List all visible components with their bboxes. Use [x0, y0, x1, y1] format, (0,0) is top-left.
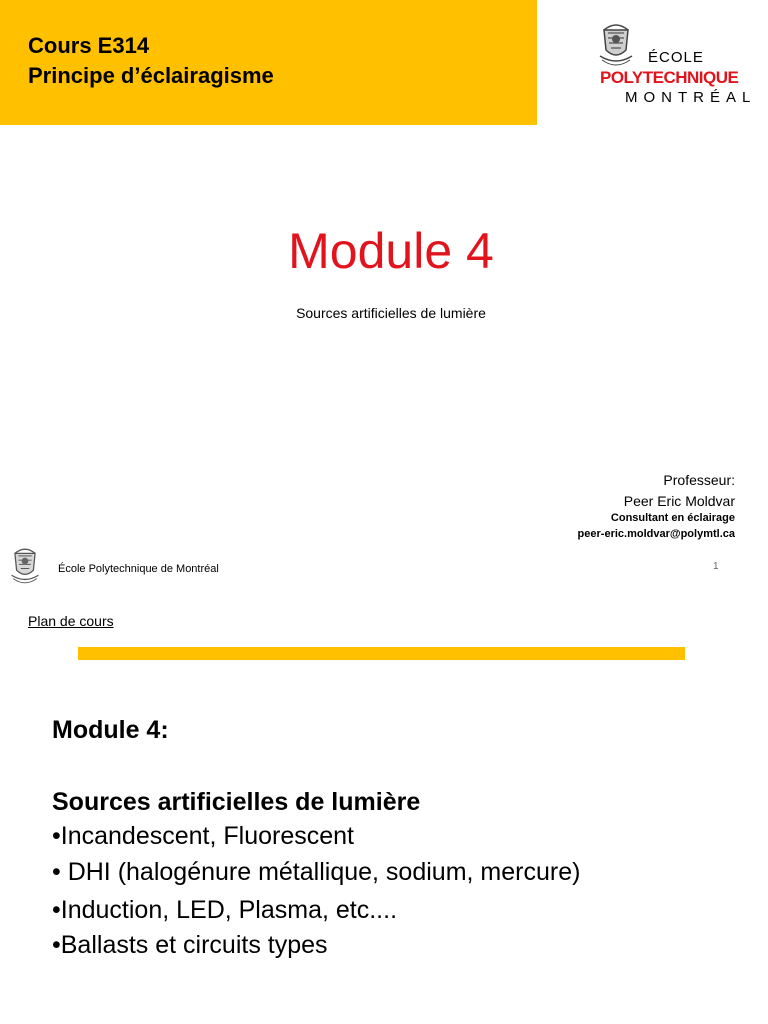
professor-email: peer-eric.moldvar@polymtl.ca	[577, 528, 735, 540]
plan-de-cours-link[interactable]: Plan de cours	[28, 613, 114, 629]
logo-ecole-text: ÉCOLE	[648, 49, 704, 66]
page-number: 1	[713, 561, 719, 572]
course-name: Principe d’éclairagisme	[28, 63, 274, 88]
bullet-item: • DHI (halogénure métallique, sodium, mercure)	[52, 858, 581, 886]
footer-crest-icon	[8, 545, 42, 587]
polytechnique-logo	[592, 18, 757, 108]
professor-name: Peer Eric Moldvar	[623, 493, 735, 509]
content-slide	[0, 600, 768, 1024]
bullet-item: •Induction, LED, Plasma, etc....	[52, 896, 398, 924]
professor-role: Consultant en éclairage	[610, 512, 735, 524]
crest-icon	[596, 20, 636, 70]
yellow-divider	[78, 647, 685, 660]
logo-montreal-text: MONTRÉAL	[625, 89, 757, 106]
logo-polytechnique-text: POLYTECHNIQUE	[600, 68, 739, 87]
slide-subheading: Sources artificielles de lumière	[52, 788, 421, 816]
module-title: Module 4	[288, 223, 494, 279]
course-banner	[0, 0, 537, 125]
professor-label: Professeur:	[663, 472, 735, 488]
course-code: Cours E314	[28, 33, 150, 58]
bullet-item: •Ballasts et circuits types	[52, 931, 328, 959]
footer-school-name: École Polytechnique de Montréal	[58, 563, 219, 575]
module-subtitle: Sources artificielles de lumière	[296, 305, 486, 321]
bullet-item: •Incandescent, Fluorescent	[52, 822, 354, 850]
slide-heading: Module 4:	[52, 716, 169, 744]
